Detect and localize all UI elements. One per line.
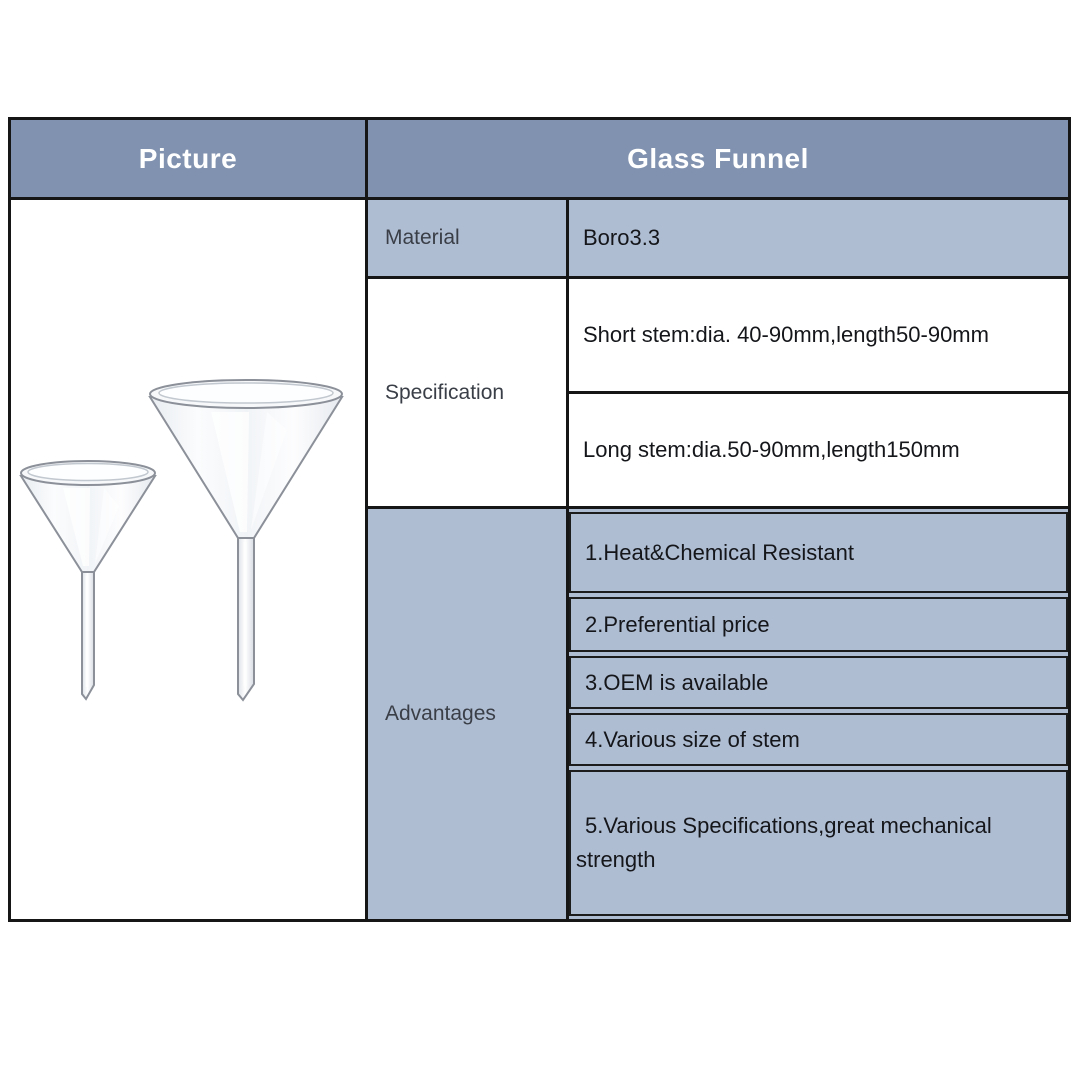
advantage-item-2 [569, 597, 1068, 652]
advantage-item-3 [569, 656, 1068, 709]
spec-long-stem-row [569, 394, 1068, 506]
product-picture-cell [11, 200, 368, 919]
small-funnel [21, 461, 155, 699]
table-body [11, 200, 1068, 919]
large-funnel [150, 380, 342, 700]
advantage-item-1 [569, 512, 1068, 593]
product-spec-sheet [8, 117, 1071, 922]
spec-short-stem-text: Short stem:dia. 40-90mm,length50-90mm [583, 322, 989, 347]
picture-column-header [11, 120, 368, 197]
specification-label: Specification [385, 380, 505, 404]
material-value: Boro3.3 [583, 225, 661, 250]
advantages-values [569, 509, 1068, 919]
specification-section [368, 279, 1068, 509]
advantage-item-5 [569, 770, 1068, 916]
table-header-row [11, 120, 1068, 200]
advantages-label: Advantages [385, 702, 496, 725]
advantages-label-cell [368, 509, 569, 919]
advantage-4-text: 4.Various size of stem [585, 726, 800, 752]
product-title: Glass Funnel [627, 142, 809, 174]
product-title-header [368, 120, 1068, 197]
advantages-section [368, 509, 1068, 919]
picture-header-label: Picture [138, 142, 238, 174]
spec-short-stem-row [569, 279, 1068, 394]
material-row [368, 200, 1068, 279]
material-label-cell [368, 200, 569, 276]
advantage-5-text: 5.Various Specifications,great mechanical strength [576, 812, 992, 872]
spec-long-stem-text: Long stem:dia.50-90mm,length150mm [583, 437, 960, 462]
advantage-1-text: 1.Heat&Chemical Resistant [585, 539, 855, 565]
advantage-2-text: 2.Preferential price [585, 611, 770, 637]
specification-label-cell [368, 279, 569, 506]
material-label: Material [385, 226, 460, 249]
specification-values [569, 279, 1068, 506]
spec-table [368, 200, 1068, 919]
advantage-item-4 [569, 713, 1068, 766]
material-value-cell [569, 200, 1068, 276]
advantage-3-text: 3.OEM is available [585, 669, 769, 695]
glass-funnels-image [11, 200, 365, 919]
